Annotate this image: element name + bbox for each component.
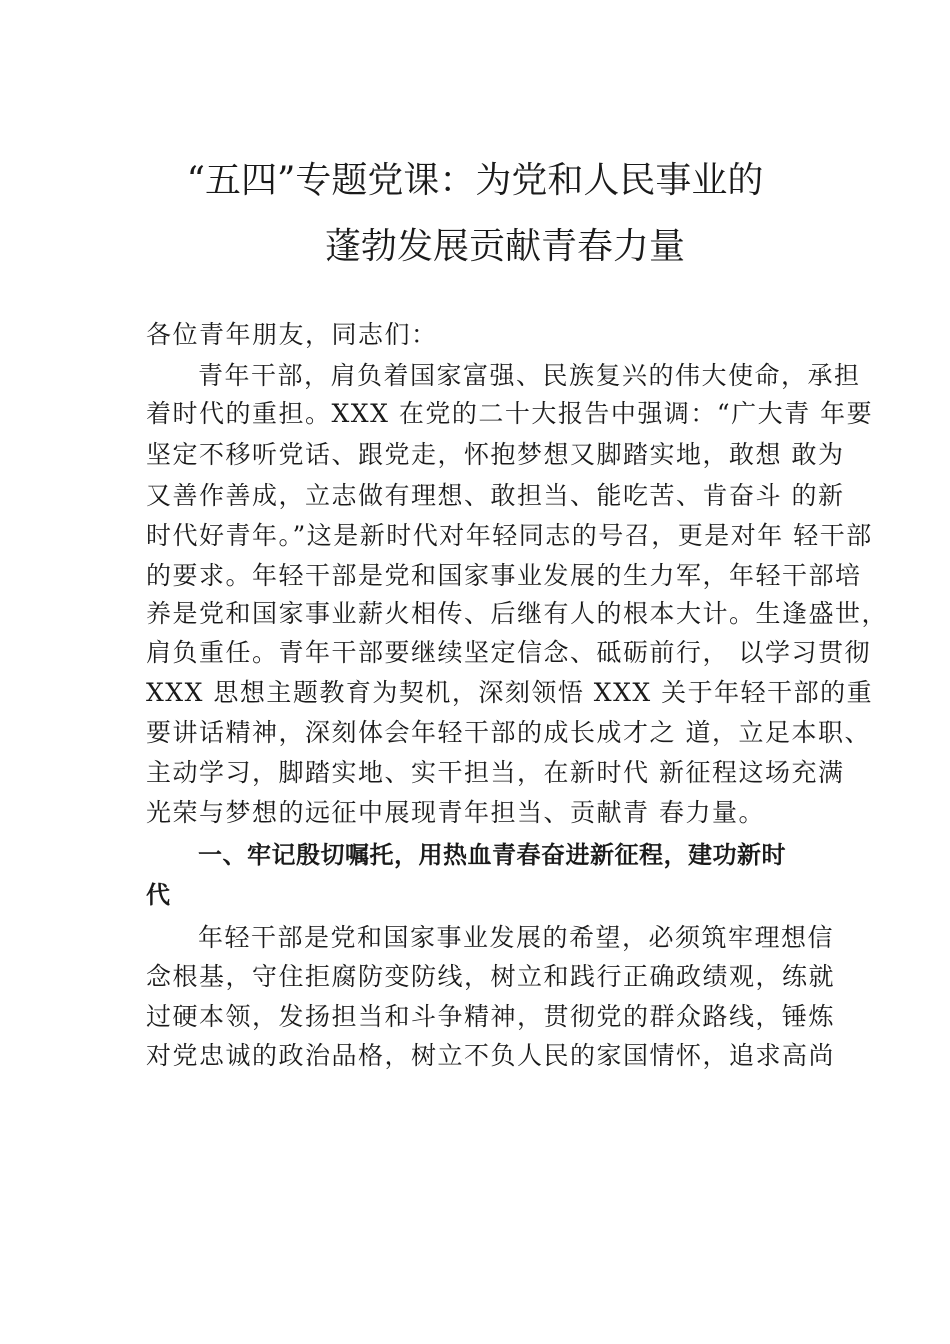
document-title-line-2: 蓬勃发展贡献青春力量: [324, 226, 685, 267]
salutation: 各位青年朋友，同志们：: [146, 320, 438, 349]
paragraph-1-line: 的要求。年轻干部是党和国家事业发展的生力军，年轻干部培: [146, 561, 862, 590]
paragraph-1-line: XXX 思想主题教育为契机，深刻领悟 XXX 关于年轻干部的重: [146, 678, 874, 707]
paragraph-1-line: 主动学习，脚踏实地、实干担当，在新时代 新征程这场充满: [146, 758, 845, 787]
paragraph-2-line: 念根基，守住拒腐防变防线，树立和践行正确政绩观，练就: [146, 962, 836, 991]
paragraph-1-line: 要讲话精神，深刻体会年轻干部的成长成才之 道，立足本职、: [146, 718, 871, 747]
section-heading-line-1: 一、牢记殷切嘱托，用热血青春奋进新征程，建功新时: [198, 841, 786, 869]
paragraph-1-line: 肩负重任。青年干部要继续坚定信念、砥砺前行， 以学习贯彻: [146, 638, 871, 667]
paragraph-2-line: 对党忠诚的政治品格，树立不负人民的家国情怀，追求高尚: [146, 1041, 836, 1070]
paragraph-1-line: 着时代的重担。XXX 在党的二十大报告中强调：“广大青 年要: [146, 399, 874, 428]
paragraph-1-line: 青年干部，肩负着国家富强、民族复兴的伟大使命，承担: [198, 361, 861, 390]
paragraph-1-line: 养是党和国家事业薪火相传、后继有人的根本大计。生逢盛世，: [146, 599, 889, 628]
paragraph-1-line: 时代好青年。”这是新时代对年轻同志的号召，更是对年 轻干部: [146, 521, 873, 550]
section-heading-line-2: 代: [146, 881, 171, 909]
paragraph-1-line: 又善作善成，立志做有理想、敢担当、能吃苦、肯奋斗 的新: [146, 481, 845, 510]
document-title-line-1: “五四”专题党课：为党和人民事业的: [186, 160, 764, 201]
paragraph-1-line: 坚定不移听党话、跟党走，怀抱梦想又脚踏实地，敢想 敢为: [146, 440, 845, 469]
paragraph-2-line: 过硬本领，发扬担当和斗争精神，贯彻党的群众路线，锤炼: [146, 1002, 836, 1031]
paragraph-2-line: 年轻干部是党和国家事业发展的希望，必须筑牢理想信: [198, 923, 835, 952]
paragraph-1-line: 光荣与梦想的远征中展现青年担当、贡献青 春力量。: [146, 798, 765, 827]
